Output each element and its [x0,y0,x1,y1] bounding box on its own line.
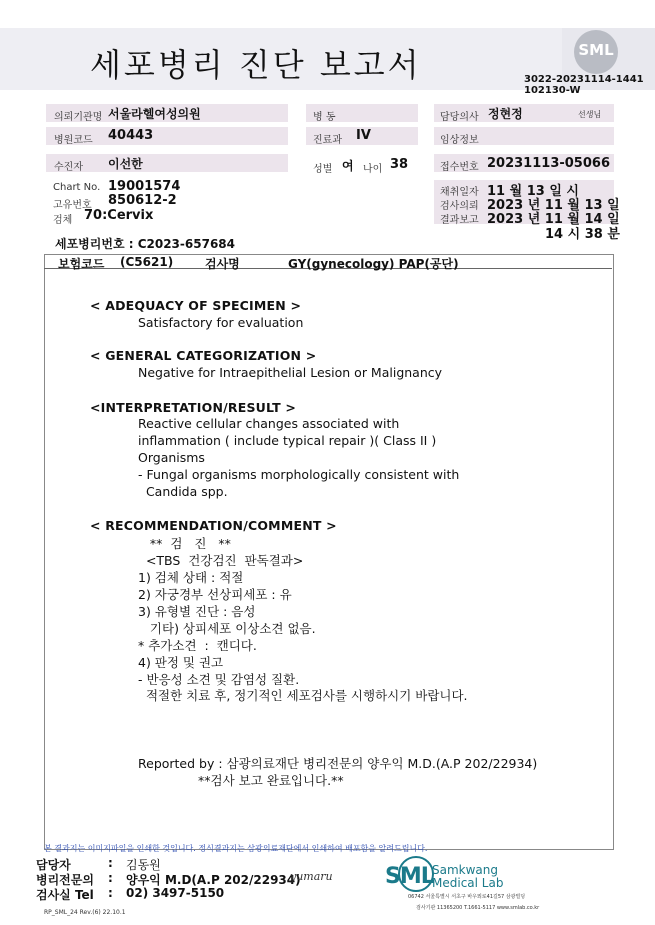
recommendation-line-3: 1) 검체 상태 : 적절 [138,570,244,585]
samkwang-lab-name [432,864,503,890]
tel-colon: : [108,886,113,900]
interpretation-line-2: inflammation ( include typical repair )( Class II ) [138,433,437,448]
pathologist-value: 양우익 M.D(A.P 202/22934) [126,873,301,887]
insurance-code-label: 보험코드 [58,257,105,271]
doctor-label: 담당의사 [440,112,479,123]
pathologist-signature: yumaru [290,870,333,883]
lab-address: 06742 서울특별시 서초구 바우뫼로41길57 삼광빌딩 [408,894,526,900]
chart-label: Chart No. [53,182,101,193]
report-complete: **검사 보고 완료입니다.** [198,773,344,788]
specimen-label: 검체 [53,215,73,226]
insurance-code-value: (C5621) [120,255,174,269]
recommendation-line-5: 3) 유형별 진단 : 음성 [138,604,256,619]
uid-label: 고유번호 [53,200,92,211]
manager-label: 담당자 [36,858,71,872]
section-categorization-line: Negative for Intraepithelial Lesion or Malignancy [138,365,443,380]
result-label: 결과보고 [440,215,479,226]
ward-label: 병 동 [313,112,336,123]
sml-logo-text: SML [578,41,614,59]
receipt-label: 접수번호 [440,162,479,173]
document-number-line1: 3022-20231114-1441 [524,74,644,85]
uid-value: 850612-2 [108,193,177,208]
lab-info: 검사기관 11365200 T.1661-5117 www.smlab.co.kr [416,905,540,911]
test-name-label: 검사명 [205,257,240,271]
request-label: 검사의뢰 [440,201,479,212]
pathologist-colon: : [108,871,113,885]
document-number [524,74,644,96]
interpretation-line-1: Reactive cellular changes associated with [138,416,400,431]
tel-value: 02) 3497-5150 [126,886,225,900]
interpretation-line-4: - Fungal organisms morphologically consistent with [138,467,460,482]
receipt-value: 20231113-05066 [487,156,610,171]
section-categorization-title: < GENERAL CATEGORIZATION > [90,348,317,363]
result-time-value: 14 시 38 분 [545,227,620,242]
section-adequacy-title: < ADEQUACY OF SPECIMEN > [90,298,302,313]
hospital-code-label: 병원코드 [54,135,93,146]
recommendation-line-4: 2) 자궁경부 선상피세포 : 유 [138,587,292,602]
test-name-value: GY(gynecology) PAP(공단) [288,257,459,271]
request-value: 2023 년 11 월 13 일 [487,198,620,213]
specimen-value: 70:Cervix [84,208,154,223]
interpretation-line-3: Organisms [138,450,205,465]
recommendation-line-8: 4) 판정 및 권고 [138,655,224,670]
pathologist-label: 병리전문의 [36,873,94,887]
patient-label: 수진자 [54,162,83,173]
recommendation-line-10: 적절한 치료 후, 정기적인 세포검사를 시행하시기 바랍니다. [138,688,468,703]
sex-value: 여 [342,159,354,173]
patient-value: 이선한 [108,157,143,171]
pathology-number: 세포병리번호 : C2023-657684 [55,237,235,251]
institution-label: 의뢰기관명 [54,112,103,123]
document-number-line2: 102130-W [524,85,581,96]
recommendation-line-7: * 추가소견 : 캔디다. [138,638,257,653]
collect-label: 채취일자 [440,187,479,198]
section-recommendation-title: < RECOMMENDATION/COMMENT > [90,518,337,533]
clinical-label: 임상정보 [440,135,479,146]
tel-label: 검사실 Tel [36,888,94,902]
form-code: RP_SML_24 Rev.(6) 22.10.1 [44,909,126,916]
manager-colon: : [108,856,113,870]
doctor-value: 정현정 [488,107,523,121]
samkwang-lab-name-line1: Samkwang [432,863,498,877]
report-title: 세포병리 진단 보고서 [90,46,422,84]
institution-value: 서울라헬여성의원 [108,107,201,121]
sex-label: 성별 [313,164,333,175]
hospital-code-value: 40443 [108,128,154,143]
recommendation-line-6: 기타) 상피세포 이상소견 없음. [138,621,316,636]
dept-value: IV [356,128,371,143]
recommendation-line-9: - 반응성 소견 및 감염성 질환. [138,672,300,687]
manager-value: 김동원 [126,858,161,872]
samkwang-logo-text: SML [385,864,434,889]
dept-label: 진료과 [313,135,342,146]
age-label: 나이 [363,164,383,175]
sml-logo [574,30,618,74]
doctor-suffix: 선생님 [578,110,602,119]
chart-value: 19001574 [108,179,181,194]
interpretation-line-5: Candida spp. [138,484,228,499]
section-interpretation-title: <INTERPRETATION/RESULT > [90,400,297,415]
samkwang-lab-name-line2: Medical Lab [432,876,504,890]
recommendation-line-1: ** 검 진 ** [138,536,231,551]
recommendation-line-2: <TBS 건강검진 판독결과> [138,553,304,568]
age-value: 38 [390,157,409,172]
reported-by: Reported by : 삼광의료재단 병리전문의 양우익 M.D.(A.P 202/22934) [138,756,538,771]
section-adequacy-line: Satisfactory for evaluation [138,315,304,330]
print-notice: 본 결과지는 이미지파일을 인쇄한 것입니다. 정식결과지는 삼광의료재단에서 인쇄하여 배포함을 알려드립니다. [44,844,428,853]
result-value: 2023 년 11 월 14 일 [487,212,620,227]
collect-value: 11 월 13 일 시 [487,184,579,199]
